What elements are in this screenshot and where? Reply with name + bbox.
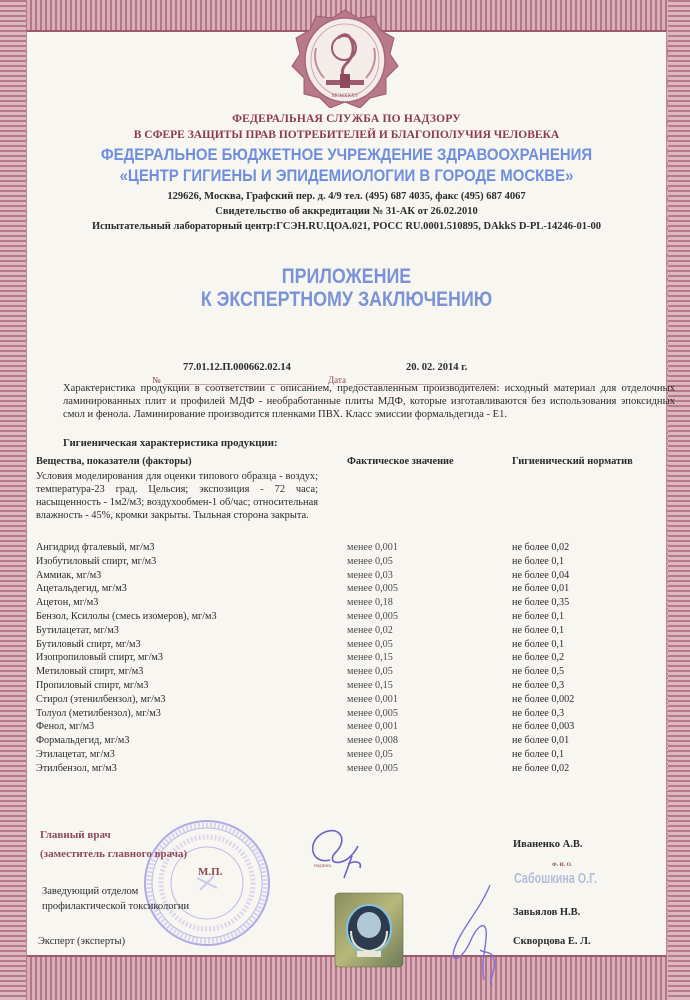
actual-value-cell: менее 0,05 — [347, 748, 393, 760]
actual-value-cell: менее 0,008 — [347, 735, 398, 747]
actual-value-cell: менее 0,15 — [347, 652, 393, 664]
actual-value-cell: менее 0,001 — [347, 542, 398, 553]
table-rows — [36, 542, 656, 777]
dept-head-label-2: профилактической токсикологии — [42, 901, 190, 912]
norm-cell: не более 0,3 — [512, 707, 565, 719]
substance-cell: Ацетальдегид, мг/м3 — [36, 583, 127, 595]
substance-cell: Формальдегид, мг/м3 — [36, 735, 130, 747]
substance-cell: Этилацетат, мг/м3 — [36, 748, 115, 760]
norm-cell: не более 0,1 — [512, 555, 565, 567]
actual-value-cell: менее 0,005 — [347, 762, 398, 774]
actual-value-cell: менее 0,05 — [347, 666, 393, 678]
table-row — [36, 597, 656, 611]
actual-value-cell: менее 0,005 — [347, 583, 398, 595]
border-left — [0, 0, 26, 1000]
document-date: 20. 02. 2014 г. — [406, 362, 468, 373]
institution-line-2: «ЦЕНТР ГИГИЕНЫ И ЭПИДЕМИОЛОГИИ В ГОРОДЕ МОСКВЕ» — [119, 166, 574, 185]
actual-value-cell: менее 0,18 — [347, 597, 393, 609]
lab-center: Испытательный лабораторный центр:ГСЭН.RU.ЦОА.021, РОСС RU.0001.510895, DAkkS D-PL-14246-01-00 — [91, 221, 602, 232]
chief-doctor-label: Главный врач — [40, 829, 111, 841]
table-row — [36, 652, 656, 666]
norm-cell: не более 0,1 — [512, 624, 565, 636]
institution-line-1: ФЕДЕРАЛЬНОЕ БЮДЖЕТНОЕ УЧРЕЖДЕНИЕ ЗДРАВООХРАНЕНИЯ — [100, 145, 593, 164]
norm-cell: не более 0,1 — [512, 748, 565, 760]
number-label: № — [152, 375, 161, 385]
document-title-line-1: ПРИЛОЖЕНИЕ — [281, 265, 412, 288]
substance-cell: Аммиак, мг/м3 — [36, 569, 102, 581]
norm-cell: не более 0,003 — [512, 721, 575, 733]
agency-line-1: ФЕДЕРАЛЬНАЯ СЛУЖБА ПО НАДЗОРУ — [232, 113, 461, 125]
hologram-sticker-icon — [333, 891, 405, 969]
agency-line-2: В СФЕРЕ ЗАЩИТЫ ПРАВ ПОТРЕБИТЕЛЕЙ И БЛАГОПОЛУЧИЯ ЧЕЛОВЕКА — [133, 129, 560, 141]
substance-cell: Изобутиловый спирт, мг/м3 — [36, 555, 157, 567]
substance-cell: Фенол, мг/м3 — [36, 721, 95, 733]
table-row — [36, 625, 656, 639]
substance-cell: Ацетон, мг/м3 — [36, 597, 99, 609]
fio-label: Ф. И. О. — [552, 862, 573, 868]
norm-cell: не более 0,01 — [512, 583, 570, 595]
table-row — [36, 666, 656, 680]
actual-value-cell: менее 0,03 — [347, 569, 393, 581]
dept-head-label-1: Заведующий отделом — [42, 886, 139, 897]
substance-cell: Толуол (метилбензол), мг/м3 — [36, 707, 161, 719]
deputy-chief-label: (заместитель главного врача) — [40, 848, 188, 860]
norm-cell: не более 0,04 — [512, 569, 570, 581]
expert-label: Эксперт (эксперты) — [38, 936, 126, 947]
actual-value-cell: менее 0,02 — [347, 624, 393, 636]
substance-cell: Бензол, Ксилолы (смесь изомеров), мг/м3 — [36, 610, 217, 622]
table-row — [36, 680, 656, 694]
column-header-substance: Вещества, показатели (факторы) — [36, 456, 192, 467]
table-row — [36, 749, 656, 763]
norm-cell: не более 0,3 — [512, 679, 565, 691]
column-header-norm: Гигиенический норматив — [512, 456, 633, 467]
document-title-line-2: К ЭКСПЕРТНОМУ ЗАКЛЮЧЕНИЮ — [200, 288, 493, 311]
table-row — [36, 763, 656, 777]
expert-signature-icon — [440, 880, 510, 990]
substance-cell: Пропиловый спирт, мг/м3 — [36, 679, 149, 691]
table-row — [36, 639, 656, 653]
norm-cell: не более 0,002 — [512, 693, 575, 705]
actual-value-cell: менее 0,15 — [347, 679, 393, 691]
substance-cell: Этилбензол, мг/м3 — [36, 762, 117, 774]
accreditation: Свидетельство об аккредитации № 31-АК от 26.02.2010 — [215, 206, 478, 217]
border-right — [668, 0, 690, 1000]
seal-place-label: М.П. — [198, 866, 223, 878]
table-row — [36, 570, 656, 584]
substance-cell: Ангидрид фталевый, мг/м3 — [36, 542, 155, 553]
hygiene-heading: Гигиеническая характеристика продукции: — [63, 437, 278, 449]
norm-cell: не более 0,1 — [512, 610, 565, 622]
dept-head-name: Завьялов Н.В. — [513, 907, 581, 918]
table-row — [36, 556, 656, 570]
table-row — [36, 611, 656, 625]
emblem-seal-icon — [286, 8, 404, 108]
stamped-name: Сабошкина О.Г. — [514, 870, 597, 887]
table-row — [36, 721, 656, 735]
product-description: Характеристика продукции в соответствии с описанием, предоставленным производителем: исходный материал для отделочных ламинированных плит и профилей МДФ - необработанные плиты МДФ, которые изготавливаются без использования эпоксидных смол и фенола. Ламинирование производится пленками ПВХ. Класс эмиссии формальдегида - Е1. — [63, 383, 675, 421]
date-label: Дата — [328, 375, 346, 385]
chief-name: Иваненко А.В. — [513, 839, 583, 850]
actual-value-cell: менее 0,005 — [347, 707, 398, 719]
table-row — [36, 735, 656, 749]
chief-signature-icon — [300, 820, 390, 890]
actual-value-cell: менее 0,05 — [347, 555, 393, 567]
substance-cell: Стирол (этенилбензол), мг/м3 — [36, 693, 166, 705]
table-row — [36, 694, 656, 708]
expert-name: Скворцова Е. Л. — [513, 936, 591, 947]
actual-value-cell: менее 0,001 — [347, 721, 398, 733]
address: 129626, Москва, Графский пер. д. 4/9 тел. (495) 687 4035, факс (495) 687 4067 — [167, 191, 526, 202]
document-number: 77.01.12.П.000662.02.14 — [183, 362, 291, 373]
table-row — [36, 542, 656, 556]
column-header-actual: Фактическое значение — [347, 456, 454, 467]
round-stamp-icon — [142, 818, 272, 948]
substance-cell: Метиловый спирт, мг/м3 — [36, 666, 144, 678]
test-conditions: Условия моделирования для оценки типового образца - воздух; температура-23 град. Цельсия; экспозиция - 72 часа; насыщенность - 1м2/м3; воздухообмен-1 об/час; относительная влажность - 45%, кромки закрыты. Тыльная сторона закрыта. — [36, 471, 318, 522]
actual-value-cell: менее 0,001 — [347, 693, 398, 705]
norm-cell: не более 0,2 — [512, 652, 565, 664]
substance-cell: Бутилацетат, мг/м3 — [36, 624, 119, 636]
norm-cell: не более 0,5 — [512, 666, 565, 678]
norm-cell: не более 0,02 — [512, 762, 570, 774]
norm-cell: не более 0,02 — [512, 542, 570, 553]
signature-label: подпись — [314, 864, 332, 869]
substance-cell: Изопропиловый спирт, мг/м3 — [36, 652, 163, 664]
substance-cell: Бутиловый спирт, мг/м3 — [36, 638, 141, 650]
table-row — [36, 708, 656, 722]
emblem-text: MCMXXXV — [331, 94, 359, 99]
actual-value-cell: менее 0,05 — [347, 638, 393, 650]
norm-cell: не более 0,35 — [512, 597, 570, 609]
actual-value-cell: менее 0,005 — [347, 610, 398, 622]
norm-cell: не более 0,1 — [512, 638, 565, 650]
table-row — [36, 583, 656, 597]
norm-cell: не более 0,01 — [512, 735, 570, 747]
